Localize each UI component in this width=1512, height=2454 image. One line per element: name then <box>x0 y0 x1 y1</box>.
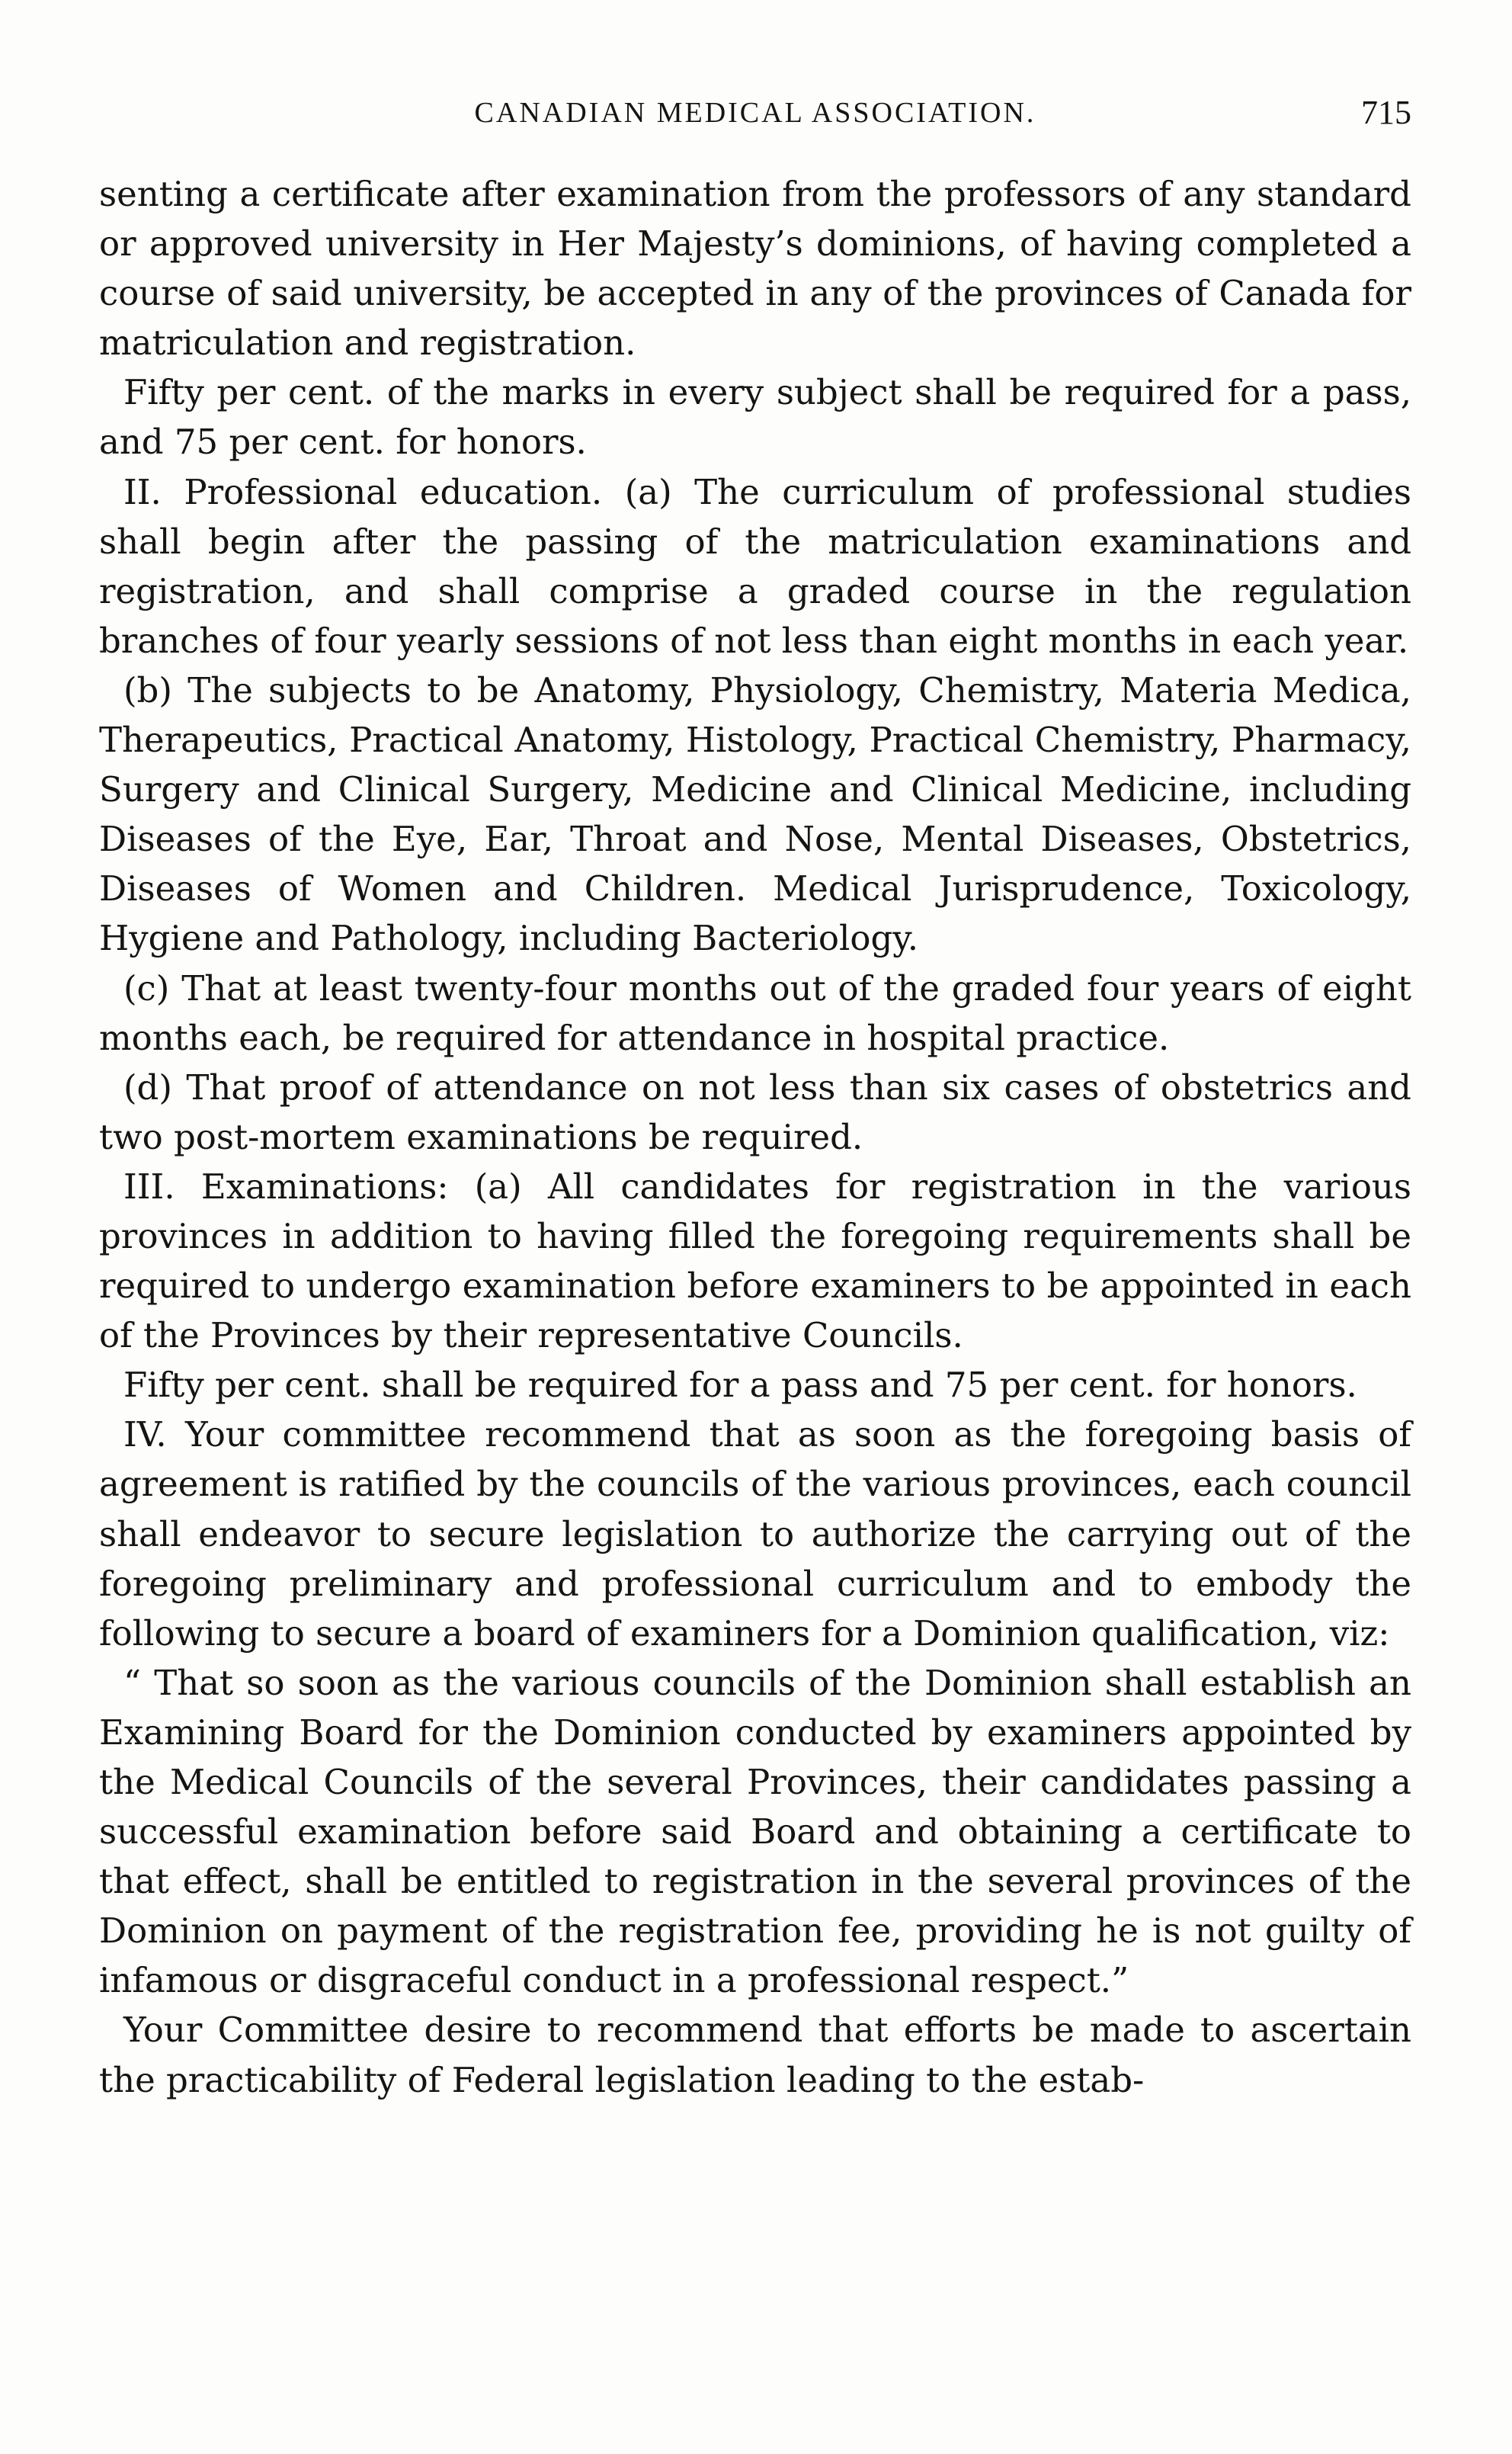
paragraph-committee-recommendation: IV. Your committee recommend that as soon as the foregoing basis of agreement is ratified by the councils of the various provinces, each council shall endeavor to secure legislation to authorize the carrying out of the foregoing preliminary and professional curriculum and to embody the following to secure a board of examiners for a Dominion qualification, viz: <box>99 1414 1411 1654</box>
paragraph-quotation: “ That so soon as the various councils of the Dominion shall establish an Examining Board for the Dominion conducted by examiners appointed by the Medical Councils of the several Provinces, their candidates passing a successful examination before said Board and obtaining a certificate to that effect, shall be entitled to registration in the several provinces of the Dominion on payment of the registration fee, providing he is not guilty of infamous or disgraceful conduct in a professional respect.” <box>99 1662 1411 2001</box>
paragraph-examinations: III. Examinations: (a) All candidates for registration in the various provinces in addition to having filled the foregoing requirements shall be required to undergo examination before examiners to be appointed in each of the Provinces by their representative Councils. <box>99 1166 1411 1356</box>
page-number: 715 <box>1361 94 1411 131</box>
page-header <box>99 88 1411 137</box>
paragraph-pass-marks: Fifty per cent. of the marks in every subject shall be required for a pass, and 75 per cent. for honors. <box>99 372 1411 463</box>
paragraph-subjects: (b) The subjects to be Anatomy, Physiology, Chemistry, Materia Medica, Therapeutics, Practical Anatomy, Histology, Practical Chemistry, Pharmacy, Surgery and Clinical Surgery, Medicine and Clinical Medicine, including Diseases of the Eye, Ear, Throat and Nose, Mental Diseases, Obstetrics, Diseases of Women and Children. Medical Jurisprudence, Toxicology, Hygiene and Pathology, including Bacteriology. <box>99 669 1411 959</box>
running-head: CANADIAN MEDICAL ASSOCIATION. <box>474 97 1036 129</box>
paragraph-continuation: senting a certificate after examination from the professors of any standard or approved university in Her Majesty’s dominions, of having completed a course of said university, be accepted in any of the provinces of Canada for matriculation and registration. <box>99 174 1411 364</box>
paragraph-federal-legislation: Your Committee desire to recommend that efforts be made to ascertain the practicability of Federal legislation leading to the estab- <box>99 2010 1411 2100</box>
paragraph-professional-education: II. Professional education. (a) The curriculum of professional studies shall begin after the passing of the matriculation examinations and registration, and shall comprise a graded course in the regulation branches of four yearly sessions of not less than eight months in each year. <box>99 471 1411 661</box>
body-text <box>99 169 1411 2105</box>
paragraph-honors: Fifty per cent. shall be required for a pass and 75 per cent. for honors. <box>123 1365 1357 1406</box>
paragraph-hospital-practice: (c) That at least twenty-four months out of the graded four years of eight months each, be required for attendance in hospital practice. <box>99 967 1411 1058</box>
paragraph-obstetrics: (d) That proof of attendance on not less than six cases of obstetrics and two post-mortem examinations be required. <box>99 1067 1411 1157</box>
